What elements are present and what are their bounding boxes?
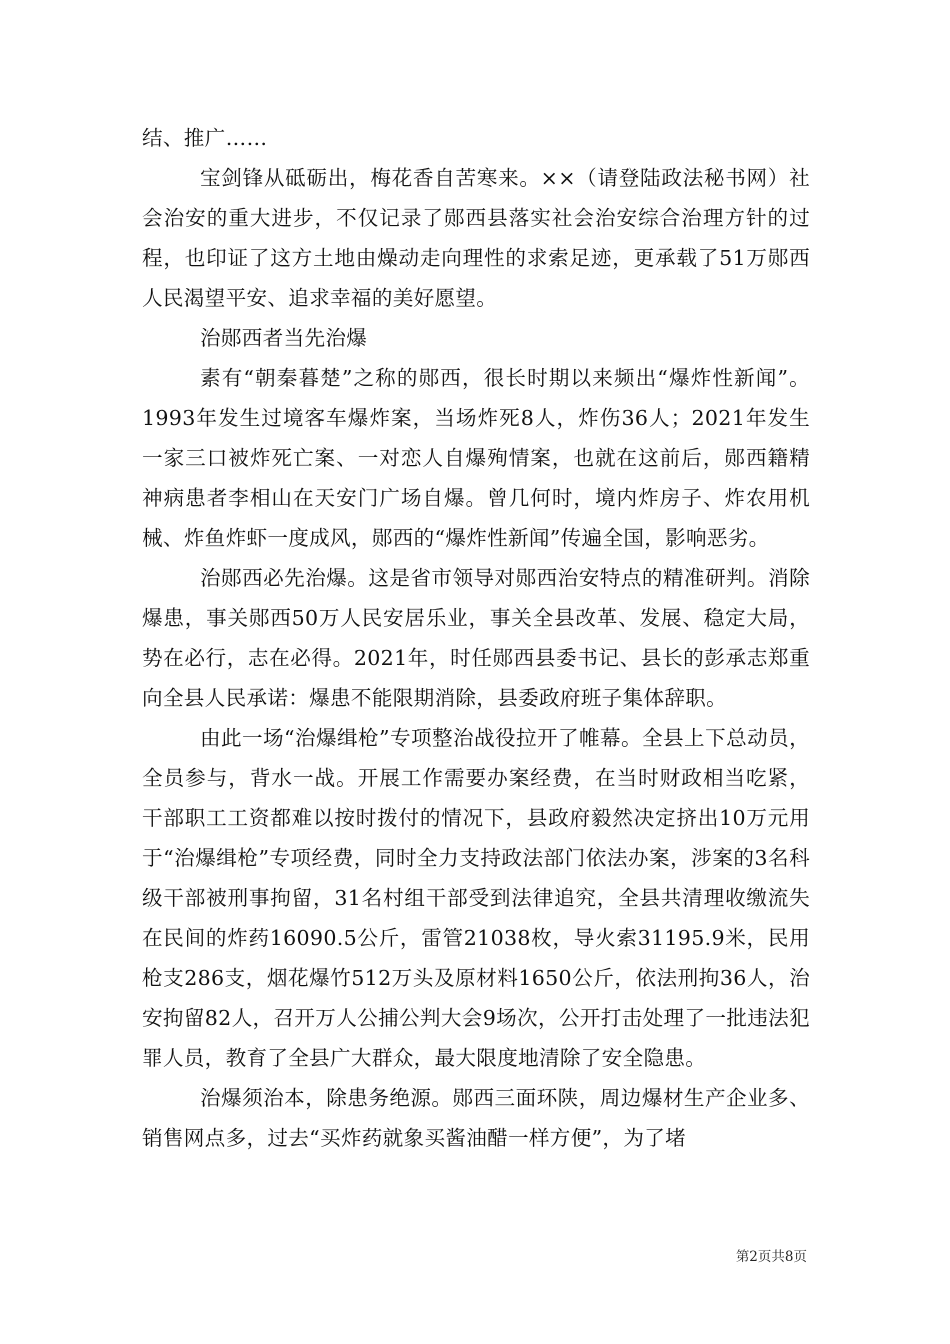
paragraph-campaign: 由此一场“治爆缉枪”专项整治战役拉开了帷幕。全县上下总动员，全员参与，背水一战。开展工作需要办案经费，在当时财政相当吃紧，干部职工工资都难以按时拨付的情况下，县政府毅然决定挤出10万元用于“治爆缉枪”专项经费，同时全力支持政法部门依法办案，涉案的3名科级干部被刑事拘留，31名村组干部受到法律追究，全县共清理收缴流失在民间的炸药16090.5公斤，雷管21038枚，导火索31195.9米，民用枪支286支，烟花爆竹512万头及原材料1650公斤，依法刑拘36人，治安拘留82人，召开万人公捕公判大会9场次，公开打击处理了一批违法犯罪人员，教育了全县广大群众，最大限度地清除了安全隐患。 <box>142 726 810 1070</box>
paragraph-root-cause: 治爆须治本，除患务绝源。郧西三面环陕，周边爆材生产企业多、销售网点多，过去“买炸药就象买酱油醋一样方便”，为了堵 <box>142 1086 810 1150</box>
document-body <box>142 118 810 1158</box>
section-heading: 治郧西者当先治爆 <box>200 326 368 350</box>
page-number: 第2页共8页 <box>735 1249 807 1265</box>
paragraph-continuation: 结、推广…… <box>142 126 268 150</box>
paragraph-judgement: 治郧西必先治爆。这是省市领导对郧西治安特点的精准研判。消除爆患，事关郧西50万人民安居乐业，事关全县改革、发展、稳定大局，势在必行，志在必得。2021年，时任郧西县委书记、县长的彭承志郑重向全县人民承诺：爆患不能限期消除，县委政府班子集体辞职。 <box>142 566 810 710</box>
paragraph-intro: 宝剑锋从砥砺出，梅花香自苦寒来。××（请登陆政法秘书网）社会治安的重大进步，不仅记录了郧西县落实社会治安综合治理方针的过程，也印证了这方土地由燥动走向理性的求索足迹，更承载了51万郧西人民渴望平安、追求幸福的美好愿望。 <box>142 166 810 310</box>
paragraph-background: 素有“朝秦暮楚”之称的郧西，很长时期以来频出“爆炸性新闻”。1993年发生过境客车爆炸案，当场炸死8人，炸伤36人；2021年发生一家三口被炸死亡案、一对恋人自爆殉情案，也就在这前后，郧西籍精神病患者李相山在天安门广场自爆。曾几何时，境内炸房子、炸农用机械、炸鱼炸虾一度成风，郧西的“爆炸性新闻”传遍全国，影响恶劣。 <box>142 366 810 550</box>
